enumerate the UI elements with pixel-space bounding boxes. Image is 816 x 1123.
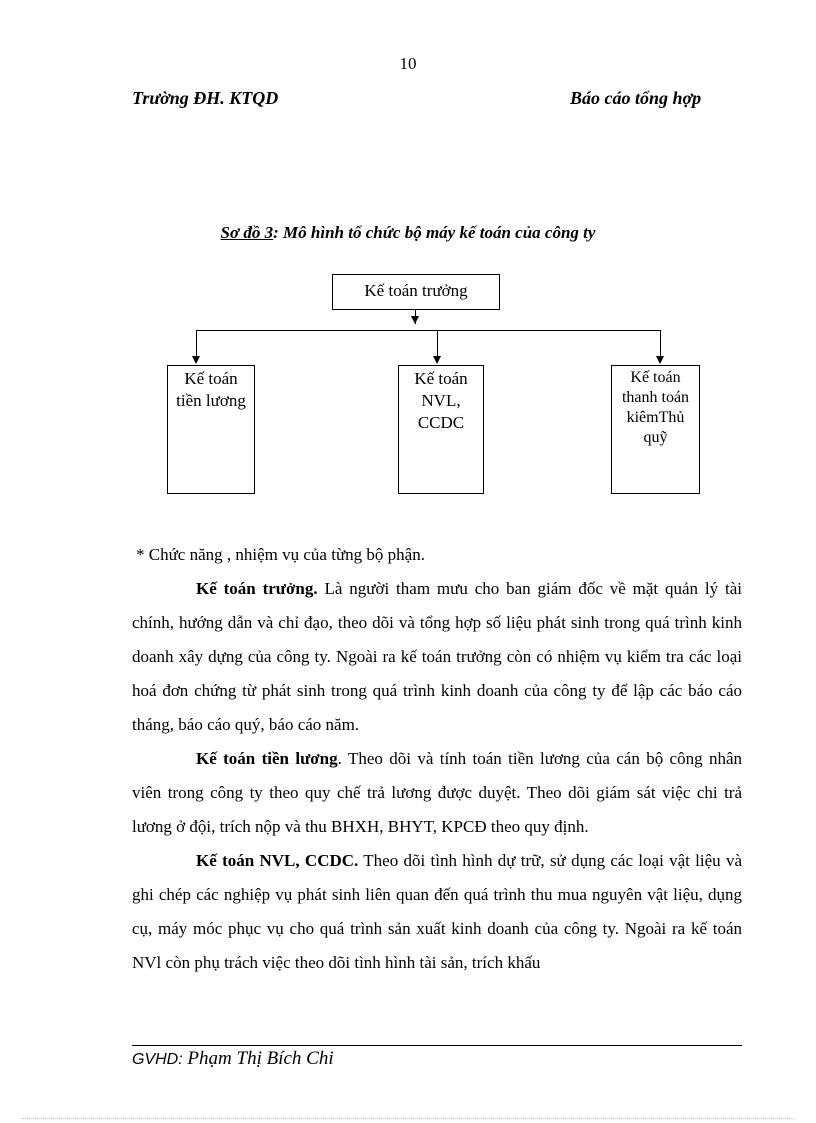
box3-line-3: kiêmThủ	[626, 409, 685, 426]
text-materials: Theo dõi tình hình dự trữ, sử dụng các loại vật liệu và ghi chép các nghiệp vụ phát sinh liên quan đến quá trình thu mua nguyên vật liệu, dụng cụ, máy móc phục vụ cho quá trình sản xuất kinh doanh của công ty. Ngoài ra kế toán NVl còn phụ trách việc theo dõi tình hình tài sản, trích khấu	[132, 851, 742, 972]
paragraph-chief-accountant	[132, 572, 742, 742]
payroll-accountant-box	[167, 365, 255, 494]
footer-label: GVHD:	[132, 1051, 183, 1068]
diagram-title	[0, 223, 816, 243]
connector-drop-2	[437, 330, 438, 358]
term-materials: Kế toán NVL, CCDC.	[196, 851, 359, 870]
arrow-down-top	[411, 316, 419, 324]
page-number: 10	[399, 54, 417, 73]
footer-supervisor	[132, 1048, 334, 1070]
connector-drop-3	[660, 330, 661, 358]
term-chief-accountant: Kế toán trưởng.	[196, 579, 318, 598]
paragraph-materials	[132, 844, 742, 980]
box2-line-1: Kế toán	[414, 369, 468, 388]
header-report-title: Báo cáo tổng hợp	[570, 88, 702, 108]
diagram-title-label: Sơ đồ 3	[220, 223, 274, 242]
footer-name: Phạm Thị Bích Chi	[182, 1048, 334, 1069]
box2-line-2: NVL,	[421, 391, 461, 410]
chief-accountant-box: Kế toán trưởng	[332, 274, 500, 310]
connector-horizontal	[196, 330, 661, 331]
arrow-down-2	[433, 356, 441, 364]
box3-line-1: Kế toán	[630, 369, 681, 386]
arrow-down-1	[192, 356, 200, 364]
materials-accountant-box	[398, 365, 484, 494]
term-payroll: Kế toán tiền lương	[196, 749, 338, 768]
box1-line-2: tiền lương	[176, 391, 246, 410]
footer-rule	[132, 1045, 742, 1046]
text-chief-accountant: Là người tham mưu cho ban giám đốc về mặt quản lý tài chính, hướng dẫn và chỉ đạo, theo dõi và tổng hợp số liệu phát sinh trong quá trình kinh doanh xây dựng của công ty. Ngoài ra kế toán trưởng còn có nhiệm vụ kiểm tra các loại hoá đơn chứng từ phát sinh trong quá trình kinh doanh của công ty để lập các báo cáo tháng, báo cáo quý, báo cáo năm.	[132, 579, 742, 734]
paragraph-payroll	[132, 742, 742, 844]
diagram-title-text: : Mô hình tổ chức bộ máy kế toán của công ty	[273, 223, 596, 242]
section-note: * Chức năng , nhiệm vụ của từng bộ phận.	[136, 545, 425, 564]
arrow-down-3	[656, 356, 664, 364]
box3-line-2: thanh toán	[621, 389, 690, 406]
box3-line-4: quỹ	[643, 429, 668, 446]
connector-drop-1	[196, 330, 197, 358]
payment-accountant-box	[611, 365, 700, 494]
box2-line-3: CCDC	[417, 413, 465, 432]
page-bottom-border	[22, 1118, 794, 1119]
header-school: Trường ĐH. KTQD	[132, 88, 279, 108]
text-payroll: . Theo dõi và tính toán tiền lương của cán bộ công nhân viên trong công ty theo quy chế trả lương được duyệt. Theo dõi giám sát việc chi trả lương ở đội, trích nộp và thu BHXH, BHYT, KPCĐ theo quy định.	[132, 749, 742, 836]
body-text	[132, 538, 742, 980]
box1-line-1: Kế toán	[184, 369, 238, 388]
